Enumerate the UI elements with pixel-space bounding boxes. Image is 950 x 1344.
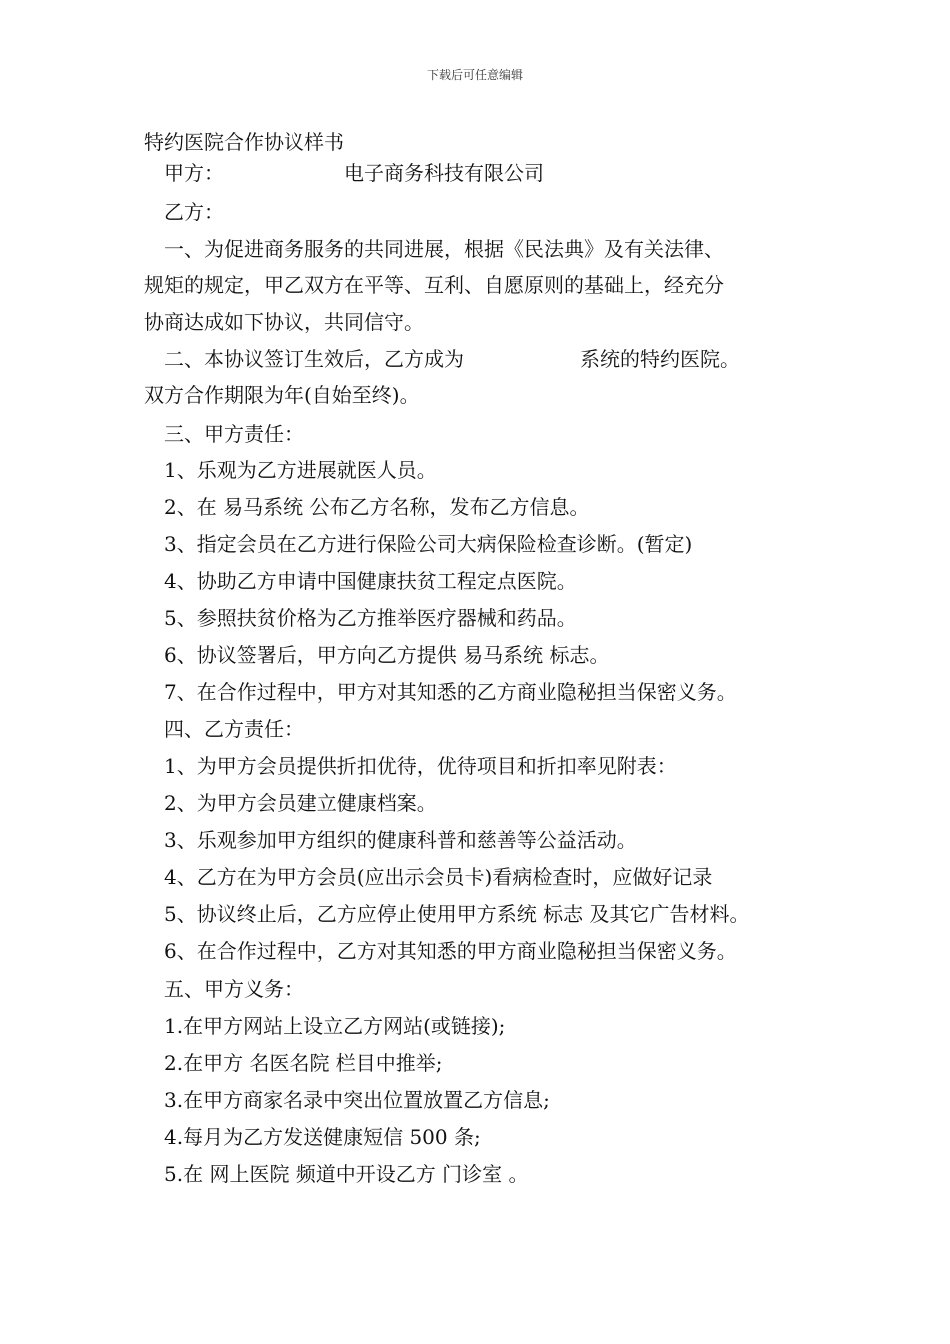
document-title: 特约医院合作协议样书 <box>144 130 344 154</box>
section-3-item: 4、协助乙方申请中国健康扶贫工程定点医院。 <box>164 569 577 593</box>
section-4-item: 4、乙方在为甲方会员(应出示会员卡)看病检查时，应做好记录 <box>164 865 713 889</box>
section-3-item: 6、协议签署后，甲方向乙方提供 易马系统 标志。 <box>164 643 610 667</box>
party-a-label: 甲方： <box>164 161 224 185</box>
section-3-title: 三、甲方责任： <box>164 422 304 446</box>
clause-1-line-2: 规矩的规定，甲乙双方在平等、互利、自愿原则的基础上，经充分 <box>144 273 724 297</box>
party-b-label: 乙方： <box>164 200 224 224</box>
section-5-item: 5.在 网上医院 频道中开设乙方 门诊室 。 <box>164 1162 529 1186</box>
section-4-item: 1、为甲方会员提供折扣优待，优待项目和折扣率见附表： <box>164 754 677 778</box>
section-4-item: 5、协议终止后，乙方应停止使用甲方系统 标志 及其它广告材料。 <box>164 902 750 926</box>
section-3-item: 1、乐观为乙方进展就医人员。 <box>164 458 437 482</box>
section-4-item: 2、为甲方会员建立健康档案。 <box>164 791 437 815</box>
section-4-title: 四、乙方责任： <box>164 717 304 741</box>
clause-1-line-1: 一、为促进商务服务的共同进展，根据《民法典》及有关法律、 <box>164 237 724 261</box>
section-3-item: 3、指定会员在乙方进行保险公司大病保险检查诊断。(暂定) <box>164 532 693 556</box>
section-5-item: 2.在甲方 名医名院 栏目中推举; <box>164 1051 443 1075</box>
section-5-item: 1.在甲方网站上设立乙方网站(或链接); <box>164 1014 506 1038</box>
section-5-item: 3.在甲方商家名录中突出位置放置乙方信息; <box>164 1088 550 1112</box>
clause-2-part-1: 二、本协议签订生效后，乙方成为 <box>164 347 464 371</box>
clause-1-line-3: 协商达成如下协议，共同信守。 <box>144 310 424 334</box>
section-3-item: 7、在合作过程中，甲方对其知悉的乙方商业隐秘担当保密义务。 <box>164 680 737 704</box>
clause-2-line-2: 双方合作期限为年(自始至终)。 <box>144 383 420 407</box>
section-3-item: 5、参照扶贫价格为乙方推举医疗器械和药品。 <box>164 606 577 630</box>
section-4-item: 3、乐观参加甲方组织的健康科普和慈善等公益活动。 <box>164 828 637 852</box>
section-5-item: 4.每月为乙方发送健康短信 500 条; <box>164 1125 481 1149</box>
section-5-title: 五、甲方义务： <box>164 977 304 1001</box>
party-a-line <box>164 160 764 186</box>
header-note: 下载后可任意编辑 <box>426 68 523 82</box>
section-4-item: 6、在合作过程中，乙方对其知悉的甲方商业隐秘担当保密义务。 <box>164 939 737 963</box>
clause-2-part-2: 系统的特约医院。 <box>580 347 740 371</box>
party-a-name: 电子商务科技有限公司 <box>344 161 544 185</box>
clause-2-line-1 <box>164 346 740 372</box>
section-3-item: 2、在 易马系统 公布乙方名称，发布乙方信息。 <box>164 495 590 519</box>
